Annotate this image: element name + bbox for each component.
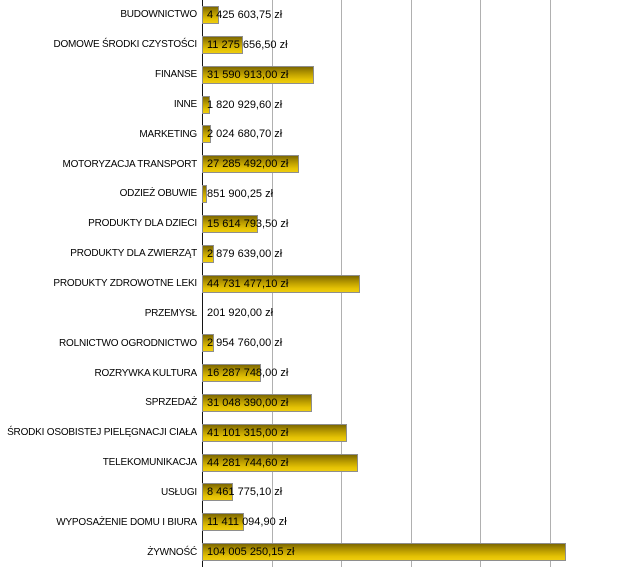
value-label: 31 590 913,00 zł	[207, 68, 289, 81]
category-label: PRODUKTY ZDROWOTNE LEKI	[53, 277, 197, 289]
category-label: PRODUKTY DLA ZWIERZĄT	[70, 248, 197, 260]
chart-row	[0, 537, 619, 567]
chart-row	[0, 448, 619, 478]
category-label: WYPOSAŻENIE DOMU I BIURA	[56, 516, 197, 528]
chart-row	[0, 60, 619, 90]
value-label: 2 879 639,00 zł	[207, 247, 283, 260]
value-label: 201 920,00 zł	[207, 307, 274, 320]
category-label: ROLNICTWO OGRODNICTWO	[58, 337, 197, 349]
category-label: PRZEMYSŁ	[144, 307, 197, 319]
chart-row	[0, 388, 619, 418]
category-label: PRODUKTY DLA DZIECI	[88, 218, 197, 230]
value-label: 2 954 760,00 zł	[207, 337, 283, 350]
category-label: BUDOWNICTWO	[120, 9, 197, 21]
chart-row	[0, 179, 619, 209]
chart-row	[0, 90, 619, 120]
category-label: ODZIEŻ OBUWIE	[119, 188, 197, 200]
value-label: 44 281 744,60 zł	[207, 456, 289, 469]
chart-row	[0, 269, 619, 299]
value-label: 44 731 477,10 zł	[207, 277, 289, 290]
category-label: ŚRODKI OSOBISTEJ PIELĘGNACJI CIAŁA	[7, 427, 197, 439]
category-label: DOMOWE ŚRODKI CZYSTOŚCI	[53, 39, 197, 51]
chart-row	[0, 477, 619, 507]
category-label: TELEKOMUNIKACJA	[102, 457, 197, 469]
value-label: 16 287 748,00 zł	[207, 367, 289, 380]
value-label: 31 048 390,00 zł	[207, 396, 289, 409]
value-label: 4 425 603,75 zł	[207, 9, 283, 21]
chart-row	[0, 149, 619, 179]
category-label: MOTORYZACJA TRANSPORT	[62, 158, 197, 170]
chart-row	[0, 298, 619, 328]
category-label: SPRZEDAŻ	[145, 397, 197, 409]
chart-row	[0, 30, 619, 60]
value-label: 851 900,25 zł	[207, 188, 274, 201]
category-label: MARKETING	[139, 128, 197, 140]
value-label: 41 101 315,00 zł	[207, 426, 289, 439]
chart-row	[0, 328, 619, 358]
category-label: INNE	[173, 98, 197, 110]
chart-row	[0, 0, 619, 30]
chart-row	[0, 418, 619, 448]
chart-row	[0, 239, 619, 269]
value-label: 1 820 929,60 zł	[207, 98, 283, 111]
chart-row	[0, 119, 619, 149]
chart-row	[0, 507, 619, 537]
category-label: USŁUGI	[160, 486, 197, 498]
category-label: FINANSE	[155, 69, 197, 81]
chart-row	[0, 358, 619, 388]
value-label: 11 411 094,90 zł	[207, 516, 287, 529]
value-label: 104 005 250,15 zł	[207, 546, 295, 559]
value-label: 11 275 656,50 zł	[207, 38, 288, 51]
value-label: 15 614 793,50 zł	[207, 217, 289, 230]
category-label: ŻYWNOŚĆ	[147, 546, 197, 558]
value-label: 8 461 775,10 zł	[207, 486, 283, 499]
chart-row	[0, 209, 619, 239]
category-label: ROZRYWKA KULTURA	[94, 367, 197, 379]
value-label: 2 024 680,70 zł	[207, 128, 283, 141]
value-label: 27 285 492,00 zł	[207, 158, 289, 171]
